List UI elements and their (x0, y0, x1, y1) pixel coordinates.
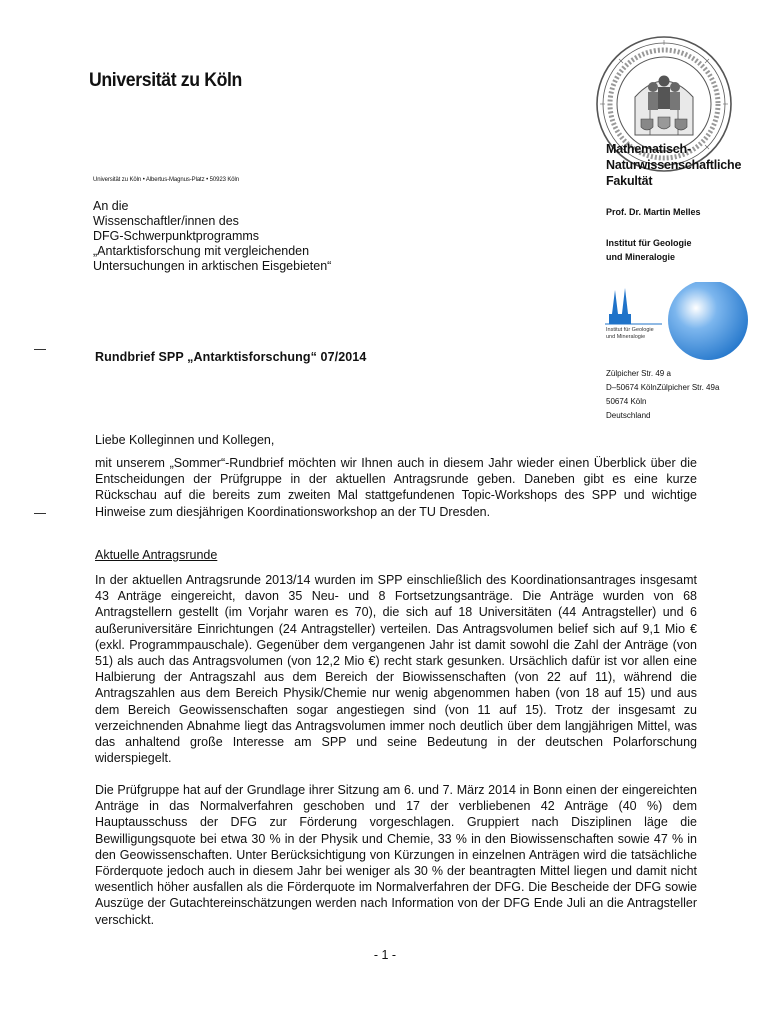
section-heading: Aktuelle Antragsrunde (95, 548, 218, 562)
sender-address-line: Universität zu Köln • Albertus-Magnus-Platz • 50923 Köln (93, 177, 240, 183)
institute-address: Zülpicher Str. 49 a D–50674 KölnZülpicher Str. 49a 50674 Köln Deutschland (606, 369, 720, 420)
page-number: - 1 - (373, 948, 397, 962)
paragraph-review-results: Die Prüfgruppe hat auf der Grundlage ihrer Sitzung am 6. und 7. März 2014 in Bonn einen der eingereichten Anträge in das Normalverfahren geschoben und 17 der verbliebenen 42 Anträge (40 %) dem Hauptausschuss der DFG zur Förderung vorgeschlagen. Gruppiert nach Disziplinen läge die Bewilligungsquote bei etwa 30 % in der Physik und Chemie, 33 % in den Biowissenschaften sowie 47 % in den Geowissenschaften. Unter Berücksichtigung von Kürzungen in einzelnen Anträgen wird die tatsächliche Förderquote jedoch auch in diesem Jahr bei weniger als 30 % der beantragten Mittel liegen und damit nicht wesentlich höher ausfallen als die Förderquote im Normalverfahren der DFG. Die Bescheide der DFG sowie Auszüge der Gutachtereinschätzungen werden nach Information von der DFG Ende Juli an die Antragsteller verschickt. (95, 783, 697, 927)
paragraph-intro: mit unserem „Sommer“-Rundbrief möchten wir Ihnen auch in diesem Jahr wieder einen Überblick über die Entscheidungen der Prüfgruppe in der aktuellen Antragsrunde geben. Daneben gibt es eine kurze Rückschau auf die bereits zum zweiten Mal stattgefundenen Topic-Workshops des SPP und wichtige Hinweise zum diesjährigen Koordinationsworkshop an der TU Dresden. (95, 456, 697, 519)
fold-mark (34, 349, 46, 350)
fold-mark (34, 513, 46, 514)
letter-subject: Rundbrief SPP „Antarktisforschung“ 07/2014 (95, 350, 367, 364)
institute-logo-icon (600, 282, 750, 362)
professor-name: Prof. Dr. Martin Melles (606, 207, 701, 217)
institute-logo-text: Institut für Geologie und Mineralogie (606, 327, 654, 340)
paragraph-application-round: In der aktuellen Antragsrunde 2013/14 wurden im SPP einschließlich des Koordinationsantrages insgesamt 43 Anträge eingereicht, davon 35 Neu- und 8 Fortsetzungsanträge. Die Anträge wurden von 68 Antragstellern gestellt (im Vorjahr waren es 70), die sich auf 18 Universitäten (44 Antragsteller) und 6 außeruniversitäre Einrichtungen (24 Antragsteller) verteilen. Das Antragsvolumen belief sich auf 9,1 Mio € (exkl. Programmpauschale). Gegenüber dem vergangenen Jahr ist damit sowohl die Zahl der Anträge (von 51) als auch das Antragsvolumen (von 12,2 Mio €) recht stark gesunken. Ursächlich dafür ist vor allen eine Halbierung der Antragszahl aus dem Bereich der Biowissenschaften (von 22 auf 11), während die Antragszahlen aus dem Bereich Physik/Chemie nur wenig abgenommen haben (von 18 auf 15) und aus dem Bereich Geowissenschaften sogar angestiegen sind (von 11 auf 15). Trotz der insgesamt zu verzeichnenden Abnahme liegt das Antragsvolumen immer noch deutlich über dem langjährigen Mittel, was das anhaltend große Interesse am SPP und seine Bedeutung in der deutschen Polarforschung widerspiegelt. (95, 573, 697, 766)
recipient-block: An die Wissenschaftler/innen des DFG-Schwerpunktprogramms „Antarktisforschung mit vergleichenden Untersuchungen in arktischen Eisgebieten“ (93, 199, 332, 273)
greeting: Liebe Kolleginnen und Kollegen, (95, 433, 275, 447)
university-title: Universität zu Köln (89, 70, 242, 91)
institute-name: Institut für Geologie und Mineralogie (606, 238, 692, 262)
faculty-name: Mathematisch- Naturwissenschaftliche Fakultät (606, 142, 742, 188)
